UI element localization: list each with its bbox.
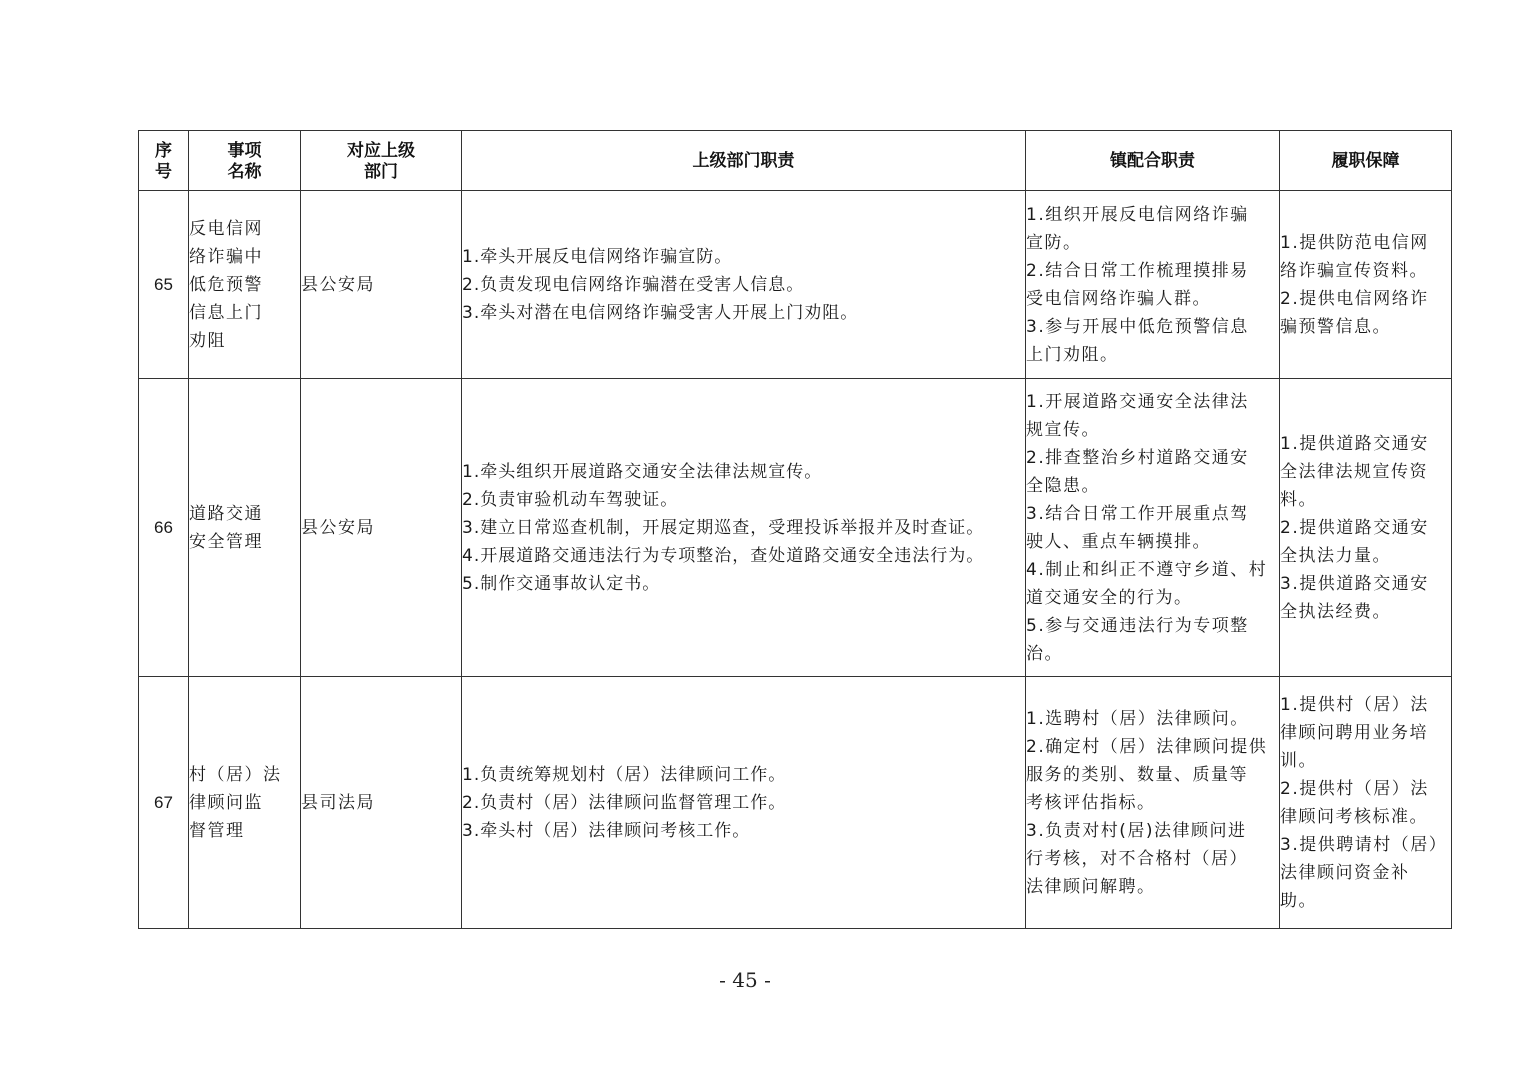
header-upper-duties: 上级部门职责 xyxy=(462,131,1026,191)
town-duty-line: 3.负责对村(居)法律顾问进 xyxy=(1026,820,1247,841)
item-name-cell xyxy=(189,677,301,929)
town-duty-line: 1.开展道路交通安全法律法 xyxy=(1026,391,1249,412)
town-duty-line: 规宣传。 xyxy=(1026,419,1100,440)
upper-duty-line: 3.建立日常巡查机制，开展定期巡查，受理投诉举报并及时查证。 xyxy=(462,517,985,538)
header-dept-line2: 部门 xyxy=(364,161,398,181)
town-duties-cell xyxy=(1026,677,1280,929)
table-row xyxy=(139,379,1452,677)
guarantee-line: 络诈骗宣传资料。 xyxy=(1280,260,1428,281)
row-number: 66 xyxy=(139,379,189,677)
item-name-cell xyxy=(189,191,301,379)
item-name-line: 低危预警 xyxy=(189,274,263,295)
guarantee-line: 训。 xyxy=(1280,750,1317,771)
town-duty-line: 1.组织开展反电信网络诈骗 xyxy=(1026,204,1249,225)
guarantee-line: 全法律法规宣传资 xyxy=(1280,461,1428,482)
upper-duty-line: 2.负责村（居）法律顾问监督管理工作。 xyxy=(462,792,787,813)
town-duty-line: 3.参与开展中低危预警信息 xyxy=(1026,316,1249,337)
town-duty-line: 考核评估指标。 xyxy=(1026,792,1156,813)
dept-cell: 县公安局 xyxy=(301,191,462,379)
guarantee-line: 骗预警信息。 xyxy=(1280,316,1391,337)
town-duty-line: 行考核，对不合格村（居） xyxy=(1026,848,1248,869)
town-duty-line: 5.参与交通违法行为专项整 xyxy=(1026,615,1249,636)
guarantee-line: 法律顾问资金补 xyxy=(1280,862,1410,883)
guarantee-line: 全执法力量。 xyxy=(1280,545,1391,566)
town-duty-line: 2.确定村（居）法律顾问提供 xyxy=(1026,736,1268,757)
town-duty-line: 3.结合日常工作开展重点驾 xyxy=(1026,503,1249,524)
town-duty-line: 上门劝阻。 xyxy=(1026,344,1119,365)
town-duty-line: 服务的类别、数量、质量等 xyxy=(1026,764,1248,785)
header-no-line2: 号 xyxy=(155,161,172,181)
header-guarantee: 履职保障 xyxy=(1280,131,1452,191)
upper-duty-line: 4.开展道路交通违法行为专项整治，查处道路交通安全违法行为。 xyxy=(462,545,985,566)
item-name-cell xyxy=(189,379,301,677)
town-duty-line: 4.制止和纠正不遵守乡道、村 xyxy=(1026,559,1268,580)
town-duty-line: 全隐患。 xyxy=(1026,475,1100,496)
guarantee-cell xyxy=(1280,677,1452,929)
item-name-line: 安全管理 xyxy=(189,531,263,552)
item-name-line: 信息上门 xyxy=(189,302,263,323)
guarantee-line: 2.提供电信网络诈 xyxy=(1280,288,1429,309)
row-number: 67 xyxy=(139,677,189,929)
town-duty-line: 2.排查整治乡村道路交通安 xyxy=(1026,447,1249,468)
header-name-line2: 名称 xyxy=(227,161,262,181)
duty-table xyxy=(138,130,1452,929)
guarantee-line: 1.提供道路交通安 xyxy=(1280,433,1429,454)
guarantee-line: 3.提供聘请村（居） xyxy=(1280,834,1448,855)
item-name-line: 村（居）法 xyxy=(189,764,282,785)
guarantee-line: 1.提供村（居）法 xyxy=(1280,694,1429,715)
header-no-line1: 序 xyxy=(155,140,172,160)
guarantee-line: 3.提供道路交通安 xyxy=(1280,573,1429,594)
upper-duty-line: 1.牵头开展反电信网络诈骗宣防。 xyxy=(462,246,733,267)
town-duty-line: 法律顾问解聘。 xyxy=(1026,876,1156,897)
guarantee-line: 2.提供道路交通安 xyxy=(1280,517,1429,538)
upper-duty-line: 3.牵头村（居）法律顾问考核工作。 xyxy=(462,820,751,841)
town-duty-line: 治。 xyxy=(1026,643,1063,664)
header-name xyxy=(189,131,301,191)
table-row xyxy=(139,191,1452,379)
row-number: 65 xyxy=(139,191,189,379)
header-town-duties: 镇配合职责 xyxy=(1026,131,1280,191)
header-no xyxy=(139,131,189,191)
town-duty-line: 道交通安全的行为。 xyxy=(1026,587,1193,608)
header-row xyxy=(139,131,1452,191)
header-dept xyxy=(301,131,462,191)
town-duty-line: 宣防。 xyxy=(1026,232,1082,253)
guarantee-line: 律顾问考核标准。 xyxy=(1280,806,1428,827)
upper-duty-line: 2.负责发现电信网络诈骗潜在受害人信息。 xyxy=(462,274,805,295)
guarantee-line: 助。 xyxy=(1280,890,1317,911)
upper-duties-cell xyxy=(462,677,1026,929)
upper-duty-line: 3.牵头对潜在电信网络诈骗受害人开展上门劝阻。 xyxy=(462,302,859,323)
guarantee-cell xyxy=(1280,379,1452,677)
guarantee-line: 1.提供防范电信网 xyxy=(1280,232,1429,253)
header-name-line1: 事项 xyxy=(227,140,262,160)
upper-duties-cell xyxy=(462,191,1026,379)
guarantee-cell xyxy=(1280,191,1452,379)
item-name-line: 道路交通 xyxy=(189,503,263,524)
table-row xyxy=(139,677,1452,929)
dept-cell: 县公安局 xyxy=(301,379,462,677)
item-name-line: 督管理 xyxy=(189,820,245,841)
town-duties-cell xyxy=(1026,379,1280,677)
upper-duty-line: 1.负责统筹规划村（居）法律顾问工作。 xyxy=(462,764,787,785)
town-duty-line: 受电信网络诈骗人群。 xyxy=(1026,288,1211,309)
item-name-line: 劝阻 xyxy=(189,330,226,351)
guarantee-line: 2.提供村（居）法 xyxy=(1280,778,1429,799)
upper-duty-line: 1.牵头组织开展道路交通安全法律法规宣传。 xyxy=(462,461,823,482)
guarantee-line: 律顾问聘用业务培 xyxy=(1280,722,1428,743)
header-dept-line1: 对应上级 xyxy=(347,140,415,160)
town-duty-line: 2.结合日常工作梳理摸排易 xyxy=(1026,260,1249,281)
town-duty-line: 1.选聘村（居）法律顾问。 xyxy=(1026,708,1249,729)
upper-duties-cell xyxy=(462,379,1026,677)
item-name-line: 络诈骗中 xyxy=(189,246,263,267)
upper-duty-line: 2.负责审验机动车驾驶证。 xyxy=(462,489,679,510)
town-duties-cell xyxy=(1026,191,1280,379)
guarantee-line: 料。 xyxy=(1280,489,1317,510)
page-number: - 45 - xyxy=(719,968,771,992)
town-duty-line: 驶人、重点车辆摸排。 xyxy=(1026,531,1211,552)
dept-cell: 县司法局 xyxy=(301,677,462,929)
guarantee-line: 全执法经费。 xyxy=(1280,601,1391,622)
item-name-line: 反电信网 xyxy=(189,218,263,239)
upper-duty-line: 5.制作交通事故认定书。 xyxy=(462,573,661,594)
item-name-line: 律顾问监 xyxy=(189,792,263,813)
